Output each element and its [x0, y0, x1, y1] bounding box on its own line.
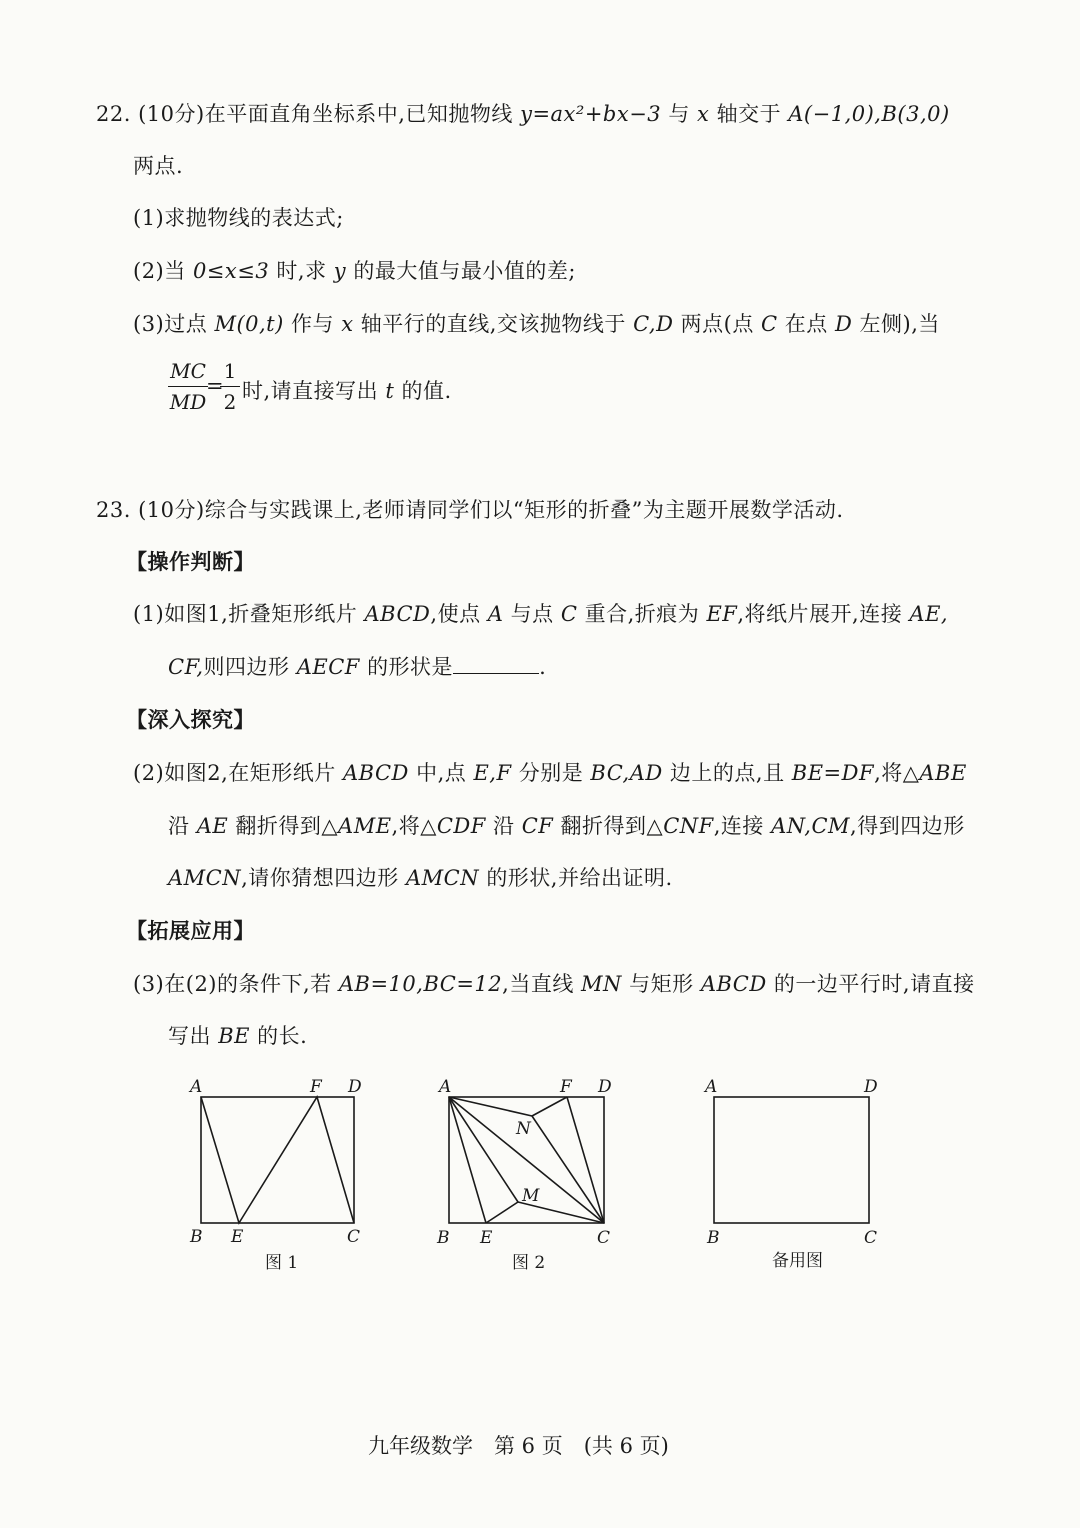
q22-part3-t: t	[385, 379, 395, 403]
q22-fraction-half	[220, 358, 240, 415]
q22-part3-b: 作与	[291, 312, 334, 336]
q22-part3-d: 两点(点	[680, 312, 754, 336]
q23-p1-ef: EF	[706, 602, 738, 626]
q23-p1-a: (1)如图1,折叠矩形纸片	[133, 602, 358, 626]
q23-p2-a: (2)如图2,在矩形纸片	[133, 761, 336, 785]
q23-p1-aecf: AECF	[296, 655, 360, 679]
q23-p2-bedf: BE=DF	[791, 761, 875, 785]
q23-p3-abcd: ABCD	[700, 972, 767, 996]
q23-section2: 【深入探究】	[126, 707, 255, 732]
q23-answer-blank	[453, 655, 539, 674]
fig2-caption: 图 2	[512, 1253, 546, 1273]
q23-p2-abcd: ABCD	[342, 761, 409, 785]
q22-part3-c: 轴平行的直线,交该抛物线于	[360, 312, 626, 336]
q23-p2-ancm: AN,CM	[771, 814, 851, 838]
fig1-rhombus-aecf	[201, 1097, 354, 1223]
q22-part3-g: 时,请直接写出	[242, 379, 379, 403]
q22-part3-c2: C	[761, 312, 778, 336]
q23-p2-l2c: ,将△	[391, 814, 437, 838]
fig2-label-a: A	[439, 1077, 452, 1097]
q23-p3-a: (3)在(2)的条件下,若	[133, 972, 332, 996]
q23-section1: 【操作判断】	[126, 549, 255, 574]
fig1-label-d: D	[348, 1077, 362, 1097]
figure-3	[714, 1097, 869, 1223]
q23-p2-d: 边上的点,且	[669, 761, 785, 785]
q23-p1-line2	[168, 651, 546, 681]
q23-section-apply	[126, 915, 255, 945]
q23-p1-line2-a: 则四边形	[203, 655, 290, 679]
fig2-label-b: B	[437, 1228, 450, 1248]
fig2-label-e: E	[480, 1228, 493, 1248]
q23-p2-l3b: 的形状,并给出证明.	[486, 866, 673, 890]
q23-section3: 【拓展应用】	[126, 918, 255, 943]
fig2-line-am	[449, 1097, 518, 1202]
q23-p2-l2b: 翻折得到△	[235, 814, 339, 838]
q22-equation: y=ax²+bx−3	[520, 102, 662, 126]
fig3-label-b: B	[707, 1228, 720, 1248]
q23-p1-b: ,使点	[430, 602, 481, 626]
fig3-rectangle	[714, 1097, 869, 1223]
q22-half-num: 1	[223, 359, 237, 383]
q23-p1-end: .	[539, 655, 547, 679]
q23-p3-c: 与矩形	[629, 972, 694, 996]
figure-1	[201, 1097, 354, 1223]
q22-part3-a: (3)过点	[133, 312, 208, 336]
q23-p2-l2e: 翻折得到△	[560, 814, 664, 838]
q22-line1	[96, 98, 950, 128]
q22-frac-bar	[168, 386, 208, 387]
fig2-label-n: N	[516, 1119, 531, 1139]
q22-part3-line1	[133, 308, 940, 338]
q22-part1	[133, 202, 344, 232]
q22-part2-range: 0≤x≤3	[192, 259, 270, 283]
q23-p2-abe: ABE	[919, 761, 967, 785]
q23-p2-line3	[168, 862, 673, 892]
q22-number: 22.	[96, 102, 131, 126]
fig2-line-em	[486, 1202, 518, 1223]
q23-p2-ame: AME	[338, 814, 392, 838]
fig1-caption: 图 1	[265, 1253, 299, 1273]
fig2-line-nc	[532, 1116, 604, 1223]
fig2-label-c: C	[597, 1228, 611, 1248]
q23-p2-cnf: CNF	[663, 814, 714, 838]
q22-part2-a: (2)当	[133, 259, 186, 283]
q23-p3-mn: MN	[581, 972, 622, 996]
q23-p3-l2b: 的长.	[257, 1024, 308, 1048]
q23-p2-l2f: ,连接	[713, 814, 764, 838]
q23-p2-l3a: ,请你猜想四边形	[241, 866, 399, 890]
q23-p2-line1	[133, 757, 967, 787]
q22-equals-sign: =	[206, 374, 225, 398]
q22-line2	[133, 150, 183, 180]
q22-stem-c: 轴交于	[716, 102, 782, 126]
q23-p2-cdf: CDF	[436, 814, 486, 838]
q23-p2-ae: AE	[196, 814, 229, 838]
q22-stem-b: 与	[668, 102, 690, 126]
fig3-label-d: D	[864, 1077, 878, 1097]
q23-p3-l2a: 写出	[168, 1024, 211, 1048]
q23-p1-d: 重合,折痕为	[584, 602, 700, 626]
q23-p2-l2g: ,得到四边形	[850, 814, 965, 838]
q22-half-bar	[220, 386, 240, 387]
q22-part2-c: 的最大值与最小值的差;	[353, 259, 576, 283]
fig2-label-m: M	[522, 1186, 540, 1206]
q23-p1-line1	[133, 598, 948, 628]
q22-part3-h: 的值.	[401, 379, 452, 403]
q23-stem: 综合与实践课上,老师请同学们以“矩形的折叠”为主题开展数学活动.	[204, 498, 844, 522]
q23-p1-abcd: ABCD	[364, 602, 431, 626]
fig3-label-c: C	[864, 1228, 878, 1248]
q23-p1-ae: AE,	[909, 602, 949, 626]
fig1-label-c: C	[347, 1227, 361, 1247]
fig2-line-fc	[567, 1097, 604, 1223]
q23-line1	[96, 494, 844, 524]
fig3-label-a: A	[705, 1077, 718, 1097]
q22-part1-text: (1)求抛物线的表达式;	[133, 206, 344, 230]
q23-p2-ef: E,F	[473, 761, 512, 785]
q22-score: (10分)	[138, 102, 205, 126]
q22-stem-cont: 两点.	[133, 154, 184, 178]
figures-svg	[0, 1070, 1080, 1330]
fig1-label-e: E	[231, 1227, 244, 1247]
q23-p2-l2d: 沿	[493, 814, 515, 838]
q23-p3-d: 的一边平行时,请直接	[773, 972, 975, 996]
page-footer	[368, 1430, 669, 1460]
q23-p3-line2	[168, 1020, 307, 1050]
fig2-label-d: D	[598, 1077, 612, 1097]
q22-frac-den: MD	[169, 390, 207, 414]
q23-p3-be: BE	[218, 1024, 250, 1048]
q23-score: (10分)	[138, 498, 205, 522]
footer-text: 九年级数学 第 6 页 (共 6 页)	[368, 1434, 669, 1458]
q23-p1-c: 与点	[510, 602, 554, 626]
q22-part2	[133, 255, 576, 285]
q23-p2-amcn2: AMCN	[406, 866, 480, 890]
q23-section-explore	[126, 704, 255, 734]
q22-half-den: 2	[223, 390, 237, 414]
fig2-label-f: F	[560, 1077, 572, 1097]
q22-part2-b: 时,求	[276, 259, 327, 283]
q22-part2-y: y	[333, 259, 347, 283]
q23-p3-ab: AB=10,BC=12	[338, 972, 503, 996]
q23-p2-e: ,将△	[874, 761, 920, 785]
q22-part3-line2	[242, 375, 452, 405]
q23-p1-pa: A	[487, 602, 504, 626]
q23-p2-bcad: BC,AD	[590, 761, 663, 785]
fig2-line-ae	[449, 1097, 486, 1223]
q23-number: 23.	[96, 498, 131, 522]
q22-fraction-mc-md	[168, 358, 208, 415]
q23-p3-line1	[133, 968, 975, 998]
fig1-label-a: A	[190, 1077, 203, 1097]
q22-points: A(−1,0),B(3,0)	[788, 102, 950, 126]
q23-p2-b: 中,点	[416, 761, 467, 785]
q23-p2-cf: CF	[521, 814, 554, 838]
q22-part3-cd: C,D	[633, 312, 674, 336]
q23-p2-c: 分别是	[518, 761, 584, 785]
fig1-label-b: B	[190, 1227, 203, 1247]
fig3-caption: 备用图	[772, 1251, 823, 1271]
q23-p1-line2-b: 的形状是	[367, 655, 454, 679]
q23-p1-pc: C	[560, 602, 578, 626]
fig2-line-nf	[532, 1097, 567, 1116]
q22-frac-num: MC	[170, 359, 206, 383]
q22-part3-m: M(0,t)	[214, 312, 284, 336]
q23-p2-l2a: 沿	[168, 814, 190, 838]
q22-part3-d2: D	[834, 312, 853, 336]
q23-p1-e: ,将纸片展开,连接	[737, 602, 903, 626]
q23-section-operate	[126, 546, 255, 576]
q23-p2-line2	[168, 810, 965, 840]
q22-part3-f: 左侧),当	[859, 312, 940, 336]
q22-x-var: x	[697, 102, 710, 126]
q23-p1-cf: CF,	[168, 655, 204, 679]
q22-stem-a: 在平面直角坐标系中,已知抛物线	[204, 102, 513, 126]
q22-part3-e: 在点	[784, 312, 828, 336]
q23-p2-amcn: AMCN	[168, 866, 242, 890]
q23-p3-b: ,当直线	[502, 972, 574, 996]
q22-part3-x: x	[341, 312, 354, 336]
fig1-label-f: F	[310, 1077, 322, 1097]
